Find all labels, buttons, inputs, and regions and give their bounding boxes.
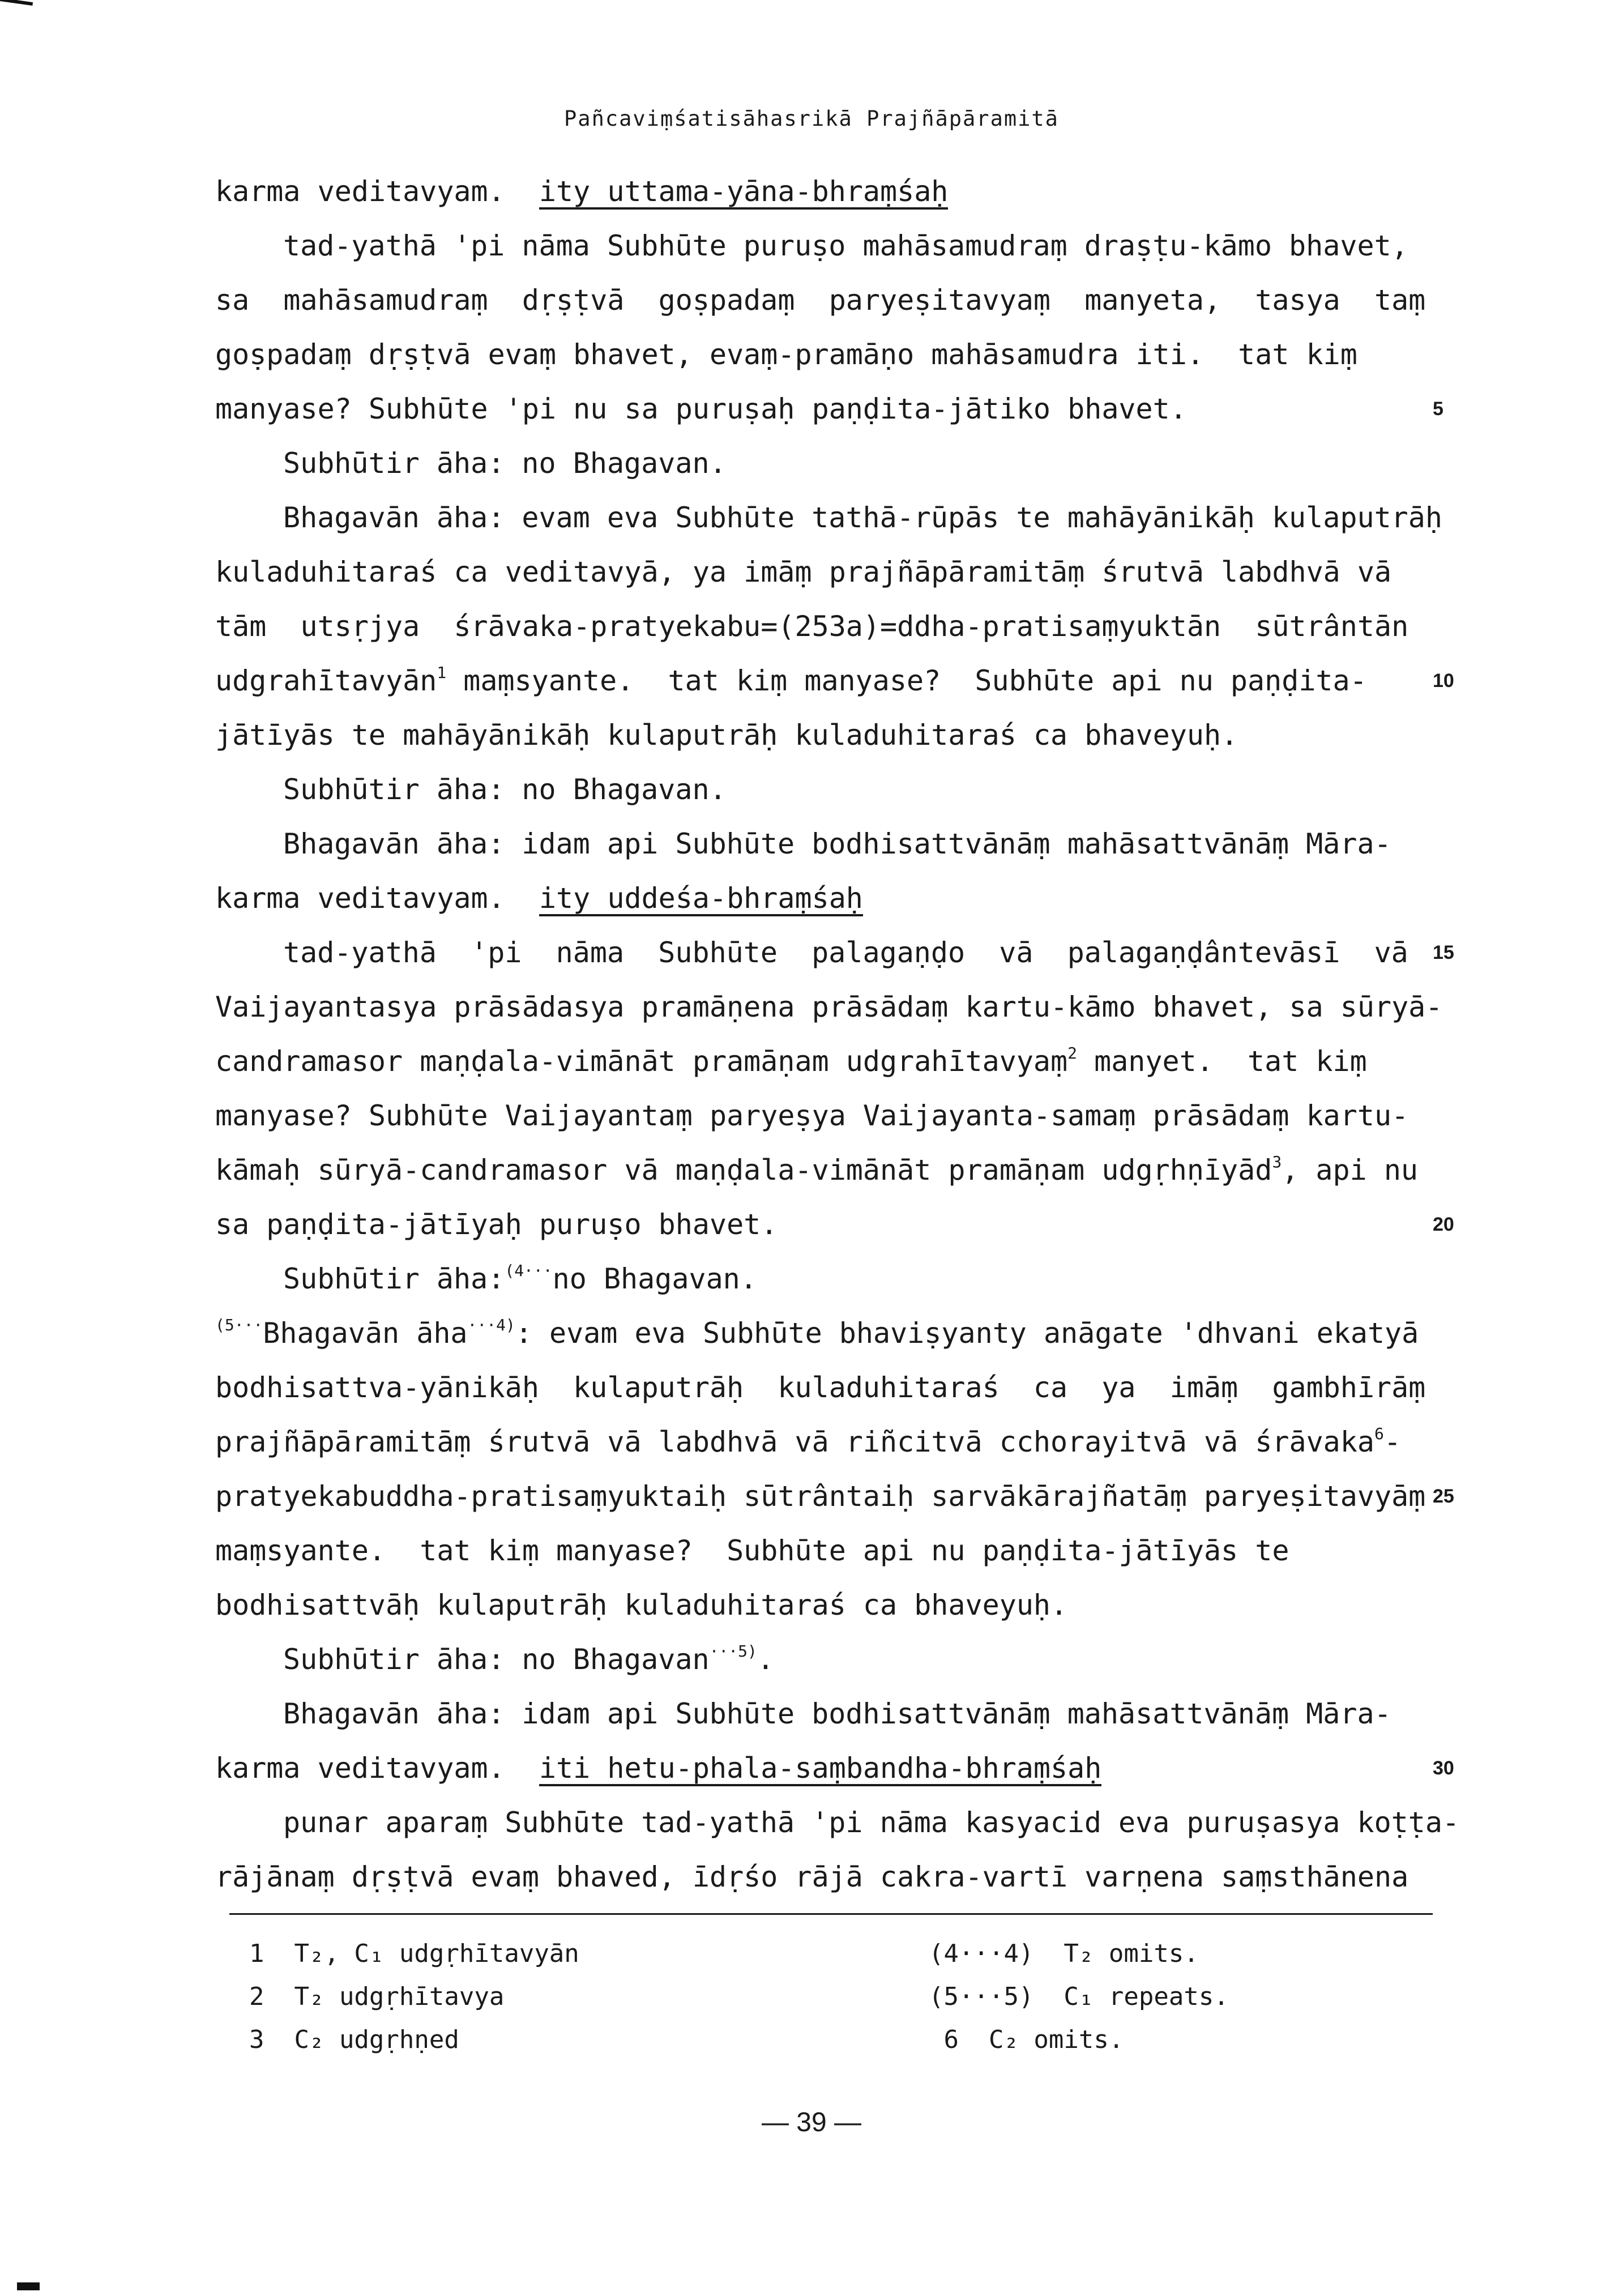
text-segment: manyase? Subhūte 'pi nu sa puruṣaḥ paṇḍita-jātiko bhavet. bbox=[215, 392, 1187, 425]
footnote-marker: 2 bbox=[1067, 1044, 1077, 1062]
text-segment: karma veditavyam. bbox=[215, 1752, 539, 1785]
text-segment: prajñāpāramitāṃ śrutvā vā labdhvā vā riñcitvā cchorayitvā vā śrāvaka bbox=[215, 1426, 1374, 1458]
text-segment: Bhagavān āha: idam api Subhūte bodhisattvānāṃ mahāsattvānāṃ Māra- bbox=[283, 1697, 1391, 1730]
text-line bbox=[215, 382, 1443, 436]
line-number: 30 bbox=[1433, 1757, 1454, 1779]
footnote-marker: ···4) bbox=[467, 1316, 515, 1334]
page-number: — 39 — bbox=[761, 2107, 862, 2137]
text-segment: kāmaḥ sūryā-candramasor vā maṇḍala-vimānāt pramāṇam udgṛhṇīyād bbox=[215, 1154, 1272, 1187]
footnote-marker: 6 bbox=[1374, 1424, 1384, 1443]
text-line bbox=[215, 762, 1433, 817]
text-segment: manyase? Subhūte Vaijayantaṃ paryeṣya Vaijayanta-samaṃ prāsādaṃ kartu- bbox=[215, 1099, 1409, 1132]
line-number: 5 bbox=[1433, 398, 1443, 420]
text-segment: Vaijayantasya prāsādasya pramāṇena prāsādaṃ kartu-kāmo bhavet, sa sūryā- bbox=[215, 991, 1443, 1023]
footnote-marker: (5··· bbox=[215, 1316, 263, 1334]
text-line bbox=[215, 1089, 1433, 1143]
line-number: 10 bbox=[1433, 670, 1454, 692]
section-heading: iti hetu-phala-saṃbandha-bhraṃśaḥ bbox=[539, 1752, 1101, 1786]
footnote-right: 6 C₂ omits. bbox=[929, 2025, 1124, 2054]
text-line bbox=[215, 164, 1433, 219]
line-number: 20 bbox=[1433, 1214, 1454, 1235]
footnotes bbox=[249, 1932, 1438, 2062]
text-line bbox=[215, 1469, 1454, 1523]
text-segment: jātīyās te mahāyānikāḥ kulaputrāḥ kuladuhitaraś ca bhaveyuḥ. bbox=[215, 719, 1238, 752]
text-segment: Subhūtir āha: bbox=[283, 1262, 505, 1295]
text-segment: Subhūtir āha: no Bhagavan. bbox=[283, 447, 727, 480]
text-segment: kuladuhitaraś ca veditavyā, ya imāṃ prajñāpāramitāṃ śrutvā labdhvā vā bbox=[215, 556, 1392, 588]
footnote-marker: (4··· bbox=[505, 1261, 553, 1280]
footnote-right: (4···4) T₂ omits. bbox=[929, 1939, 1199, 1968]
text-line bbox=[215, 708, 1433, 762]
text-line bbox=[215, 1034, 1433, 1089]
text-line bbox=[215, 1197, 1454, 1252]
footnote-row bbox=[249, 1932, 1438, 1975]
text-line bbox=[215, 654, 1454, 708]
text-line bbox=[215, 1850, 1433, 1904]
footnote-row bbox=[249, 2018, 1438, 2062]
text-segment: rājānaṃ dṛṣṭvā evaṃ bhaved, īdṛśo rājā cakra-vartī varṇena saṃsthānena bbox=[215, 1860, 1409, 1893]
text-segment: tad-yathā 'pi nāma Subhūte puruṣo mahāsamudraṃ draṣṭu-kāmo bhavet, bbox=[283, 229, 1408, 262]
text-segment: punar aparaṃ Subhūte tad-yathā 'pi nāma kasyacid eva puruṣasya koṭṭa- bbox=[283, 1806, 1460, 1839]
text-line bbox=[215, 980, 1443, 1034]
text-line bbox=[215, 436, 1433, 490]
text-line bbox=[215, 490, 1442, 545]
text-segment: Subhūtir āha: no Bhagavan. bbox=[283, 773, 727, 806]
text-segment: Bhagavān āha bbox=[263, 1317, 468, 1350]
text-segment: sa paṇḍita-jātīyaḥ puruṣo bhavet. bbox=[215, 1208, 778, 1241]
line-number: 15 bbox=[1433, 942, 1454, 963]
text-line bbox=[215, 817, 1433, 871]
text-line bbox=[215, 1415, 1433, 1469]
text-line bbox=[215, 1687, 1433, 1741]
text-line bbox=[215, 545, 1433, 599]
text-segment: bodhisattva-yānikāḥ kulaputrāḥ kuladuhitaraś ca ya imāṃ gambhīrāṃ bbox=[215, 1371, 1426, 1404]
footnote-marker: 1 bbox=[437, 663, 447, 682]
text-segment: tad-yathā 'pi nāma Subhūte palagaṇḍo vā palagaṇḍântevāsī vā bbox=[283, 936, 1408, 969]
footnote-left: 1 T₂, C₁ udgṛhītavyān bbox=[249, 1939, 579, 1968]
text-segment: pratyekabuddha-pratisaṃyuktaiḥ sūtrântaiḥ sarvākārajñatāṃ paryeṣitavyāṃ bbox=[215, 1480, 1426, 1513]
footnote-right: (5···5) C₁ repeats. bbox=[929, 1982, 1229, 2011]
footnote-marker: ···5) bbox=[709, 1642, 757, 1661]
text-segment: goṣpadaṃ dṛṣṭvā evaṃ bhavet, evaṃ-pramāṇo mahāsamudra iti. tat kiṃ bbox=[215, 338, 1357, 371]
footnote-row bbox=[249, 1975, 1438, 2018]
text-line bbox=[215, 219, 1433, 273]
footnote-marker: 3 bbox=[1272, 1153, 1282, 1171]
footnote-left: 2 T₂ udgṛhītavya bbox=[249, 1982, 505, 2011]
text-line bbox=[215, 1360, 1433, 1415]
text-segment: manyet. tat kiṃ bbox=[1077, 1045, 1367, 1078]
text-segment: no Bhagavan. bbox=[552, 1262, 757, 1295]
main-text bbox=[215, 164, 1460, 1904]
scan-corner-mark bbox=[0, 0, 33, 6]
text-segment: karma veditavyam. bbox=[215, 175, 539, 208]
text-line bbox=[215, 1252, 1433, 1306]
text-line bbox=[215, 1578, 1433, 1632]
text-line bbox=[215, 1523, 1433, 1578]
text-line bbox=[215, 327, 1433, 382]
text-segment: maṃsyante. tat kiṃ manyase? Subhūte api nu paṇḍita-jātīyās te bbox=[215, 1534, 1289, 1567]
text-segment: , api nu bbox=[1282, 1154, 1419, 1187]
text-line bbox=[215, 599, 1433, 654]
footnote-left: 3 C₂ udgṛhṇed bbox=[249, 2025, 459, 2054]
running-header: Pañcaviṃśatisāhasrikā Prajñāpāramitā bbox=[564, 106, 1059, 131]
text-segment: . bbox=[757, 1643, 774, 1676]
text-segment: maṃsyante. tat kiṃ manyase? Subhūte api nu paṇḍita- bbox=[446, 664, 1367, 697]
text-line bbox=[215, 871, 1433, 925]
text-line bbox=[215, 1306, 1433, 1360]
text-line bbox=[215, 1632, 1433, 1687]
text-segment: Bhagavān āha: evam eva Subhūte tathā-rūpās te mahāyānikāḥ kulaputrāḥ bbox=[283, 501, 1442, 534]
text-segment: Bhagavān āha: idam api Subhūte bodhisattvānāṃ mahāsattvānāṃ Māra- bbox=[283, 827, 1391, 860]
text-segment: - bbox=[1383, 1426, 1401, 1458]
text-segment: udgrahītavyān bbox=[215, 664, 437, 697]
text-line bbox=[215, 273, 1433, 327]
section-heading: ity uddeśa-bhraṃśaḥ bbox=[539, 882, 863, 916]
text-segment: Subhūtir āha: no Bhagavan bbox=[283, 1643, 710, 1676]
text-line bbox=[215, 1795, 1460, 1850]
scan-bottom-mark bbox=[17, 2282, 40, 2290]
text-segment: karma veditavyam. bbox=[215, 882, 539, 915]
text-segment: sa mahāsamudraṃ dṛṣṭvā goṣpadaṃ paryeṣitavyaṃ manyeta, tasya taṃ bbox=[215, 284, 1426, 317]
text-segment: tām utsṛjya śrāvaka-pratyekabu=(253a)=ddha-pratisaṃyuktān sūtrântān bbox=[215, 610, 1409, 643]
text-line bbox=[215, 925, 1454, 980]
text-segment: candramasor maṇḍala-vimānāt pramāṇam udgrahītavyaṃ bbox=[215, 1045, 1068, 1078]
footnote-rule bbox=[229, 1913, 1433, 1915]
text-segment: bodhisattvāḥ kulaputrāḥ kuladuhitaraś ca bhaveyuḥ. bbox=[215, 1589, 1068, 1621]
text-segment: : evam eva Subhūte bhaviṣyanty anāgate 'dhvani ekatyā bbox=[515, 1317, 1419, 1350]
line-number: 25 bbox=[1433, 1486, 1454, 1507]
text-line bbox=[215, 1741, 1454, 1795]
text-line bbox=[215, 1143, 1433, 1197]
section-heading: ity uttama-yāna-bhraṃśaḥ bbox=[539, 176, 948, 210]
